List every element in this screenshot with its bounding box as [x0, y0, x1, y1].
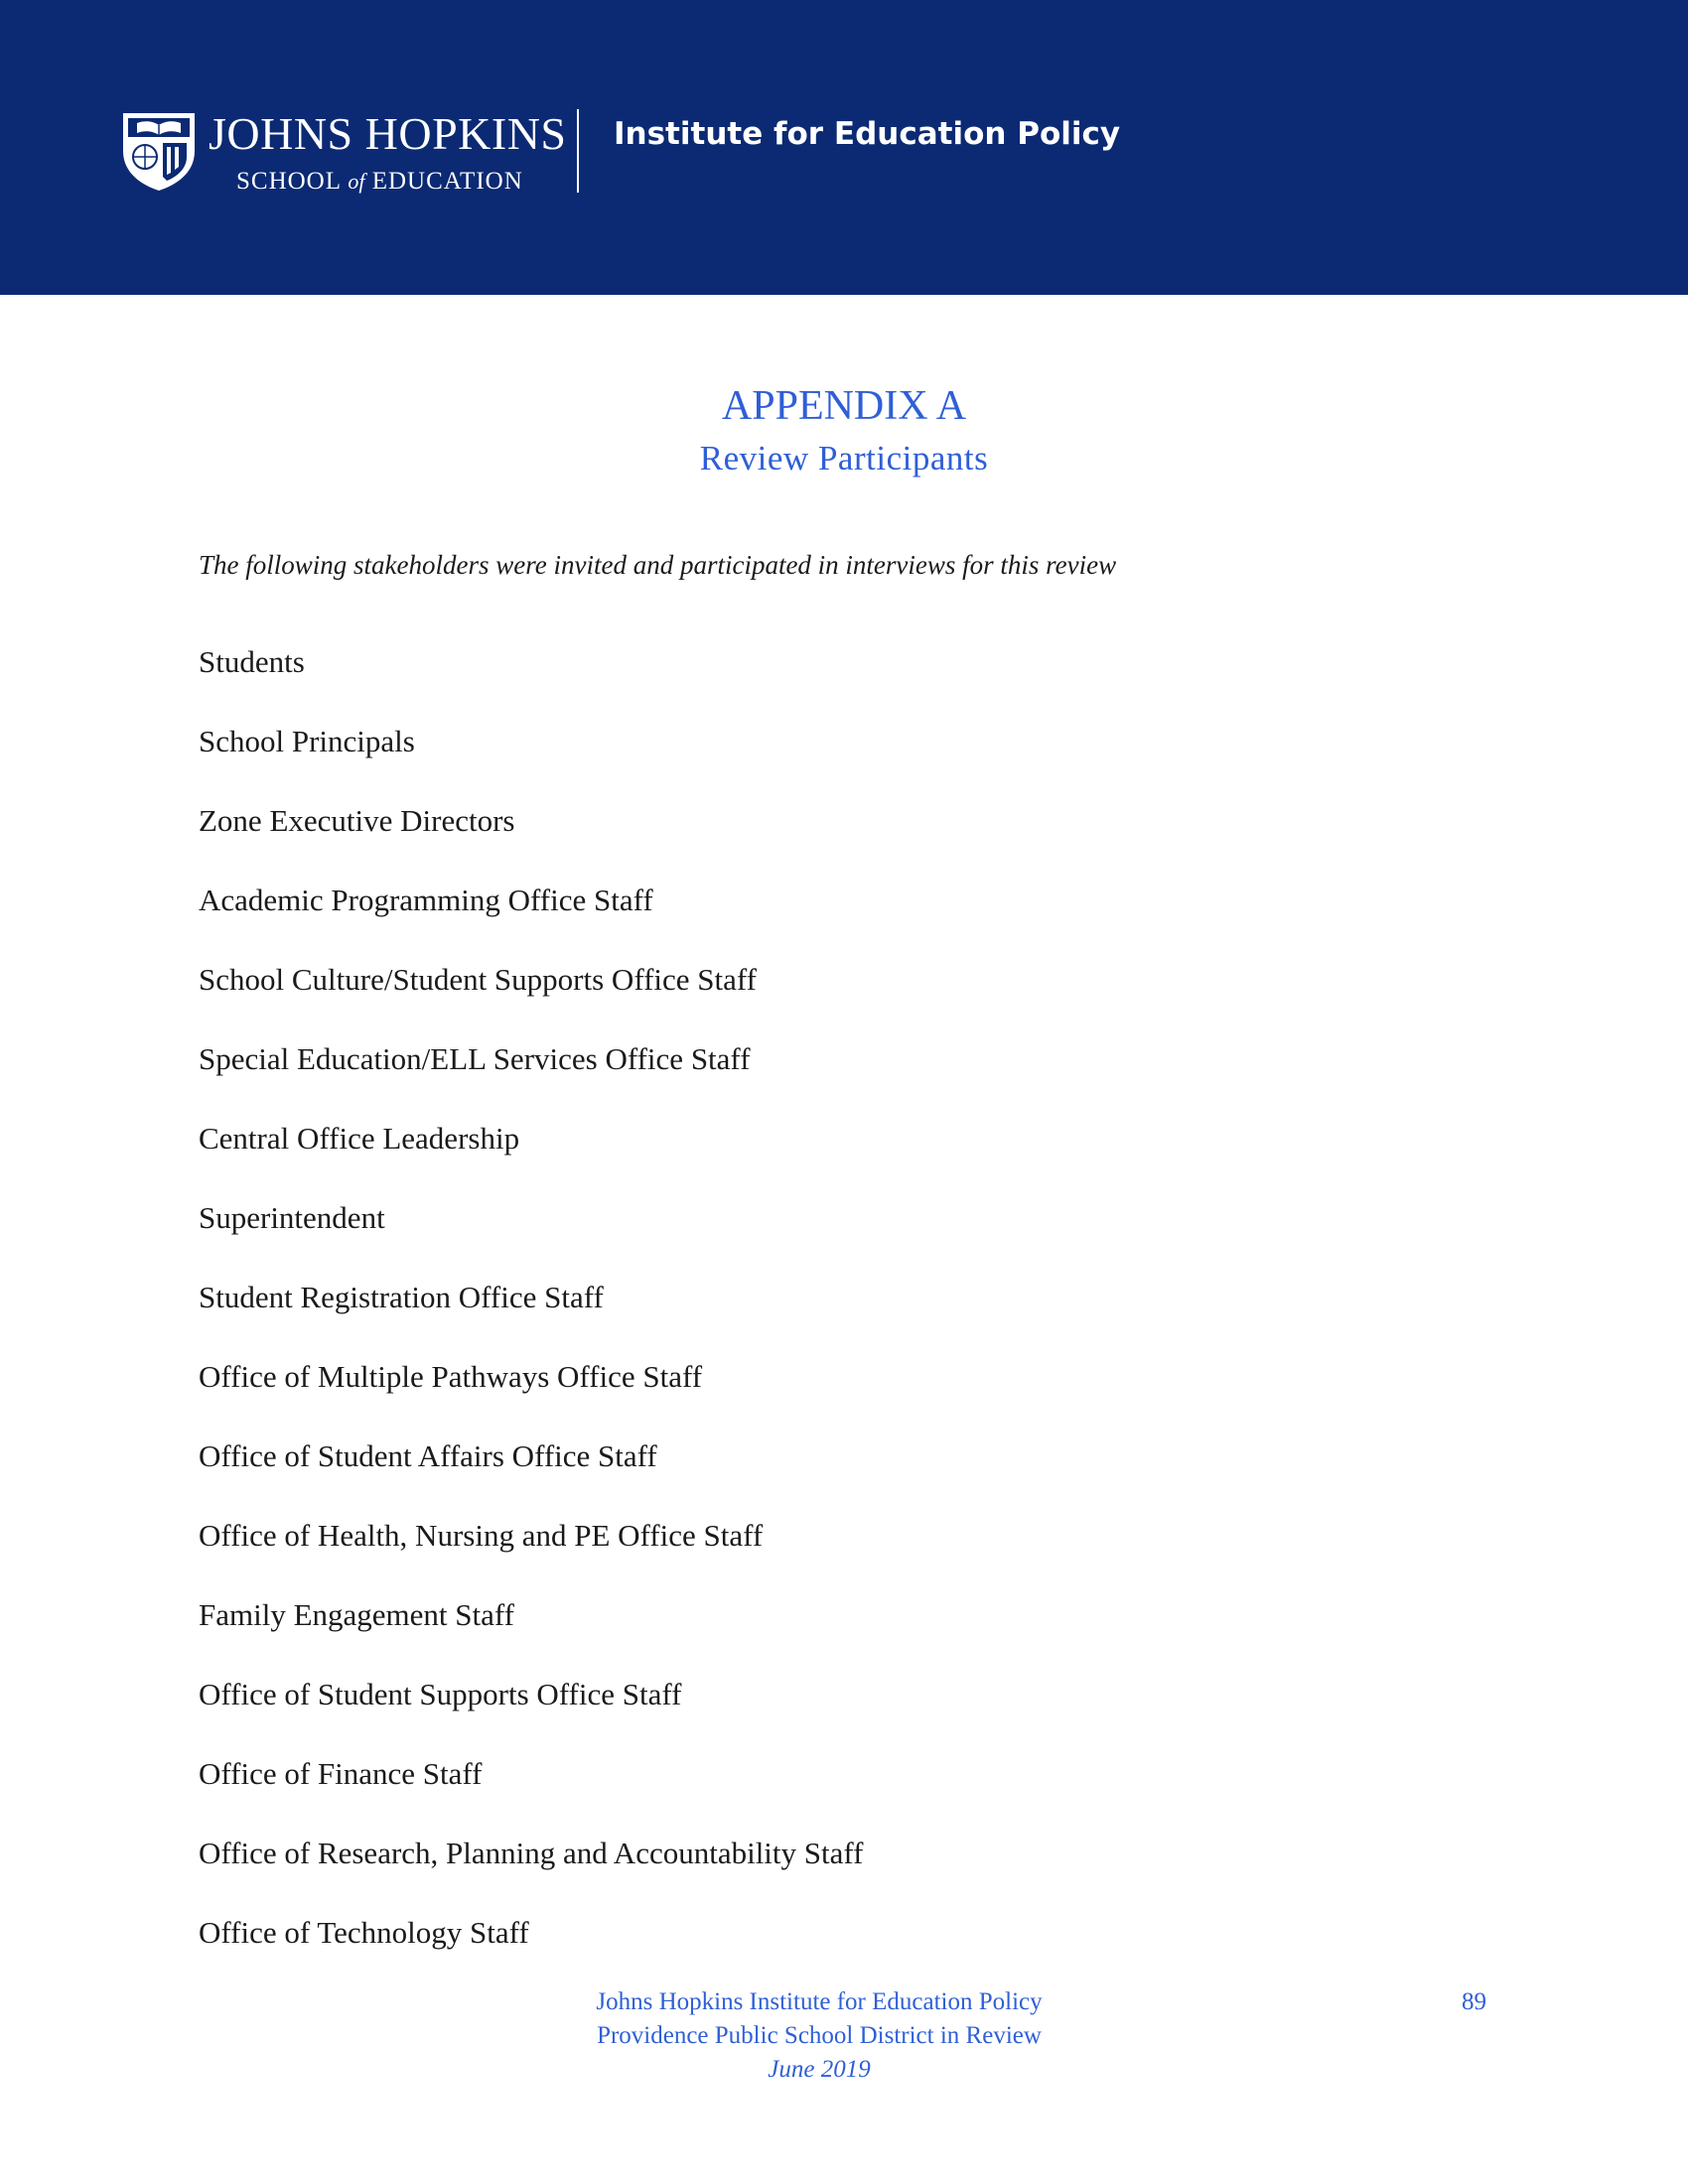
list-item: Academic Programming Office Staff: [199, 883, 653, 917]
university-shield-icon: [119, 107, 199, 193]
page-footer: [0, 1985, 1638, 2087]
footer-date: June 2019: [768, 2056, 871, 2083]
footer-line-institute: Johns Hopkins Institute for Education Policy: [596, 1988, 1043, 2015]
list-item: Office of Technology Staff: [199, 1915, 529, 1950]
logo-school-of-education: [236, 169, 523, 194]
appendix-title: APPENDIX A: [721, 383, 967, 429]
footer-line-report: Providence Public School District in Review: [597, 2022, 1042, 2049]
list-item: Superintendent: [199, 1200, 385, 1235]
logo-sub-prefix: SCHOOL: [236, 168, 349, 195]
list-item: Family Engagement Staff: [199, 1597, 514, 1632]
list-item: Office of Student Affairs Office Staff: [199, 1438, 657, 1473]
list-item: Office of Research, Planning and Accountability Staff: [199, 1836, 864, 1870]
header-band: [0, 0, 1688, 295]
list-item: Office of Student Supports Office Staff: [199, 1677, 682, 1711]
list-item: Office of Finance Staff: [199, 1756, 483, 1791]
institute-name: Institute for Education Policy: [614, 116, 1121, 152]
list-item: Central Office Leadership: [199, 1121, 520, 1156]
johns-hopkins-logo: [119, 107, 567, 197]
appendix-subtitle: Review Participants: [699, 439, 989, 478]
list-item: Office of Health, Nursing and PE Office Staff: [199, 1518, 764, 1553]
intro-text: The following stakeholders were invited and participated in interviews for this review: [199, 550, 1117, 580]
header-divider: [577, 109, 579, 193]
list-item: Special Education/ELL Services Office Staff: [199, 1041, 751, 1076]
page-number: 89: [1462, 1988, 1486, 2015]
logo-wordmark: JOHNS HOPKINS: [209, 108, 567, 159]
list-item: Students: [199, 644, 305, 679]
list-item: Student Registration Office Staff: [199, 1280, 604, 1314]
list-item: School Culture/Student Supports Office Staff: [199, 962, 757, 997]
logo-sub-suffix: EDUCATION: [364, 168, 523, 195]
participant-list: [199, 645, 863, 1995]
list-item: Zone Executive Directors: [199, 803, 515, 838]
logo-sub-of: of: [348, 169, 365, 194]
list-item: Office of Multiple Pathways Office Staff: [199, 1359, 703, 1394]
list-item: School Principals: [199, 724, 415, 758]
